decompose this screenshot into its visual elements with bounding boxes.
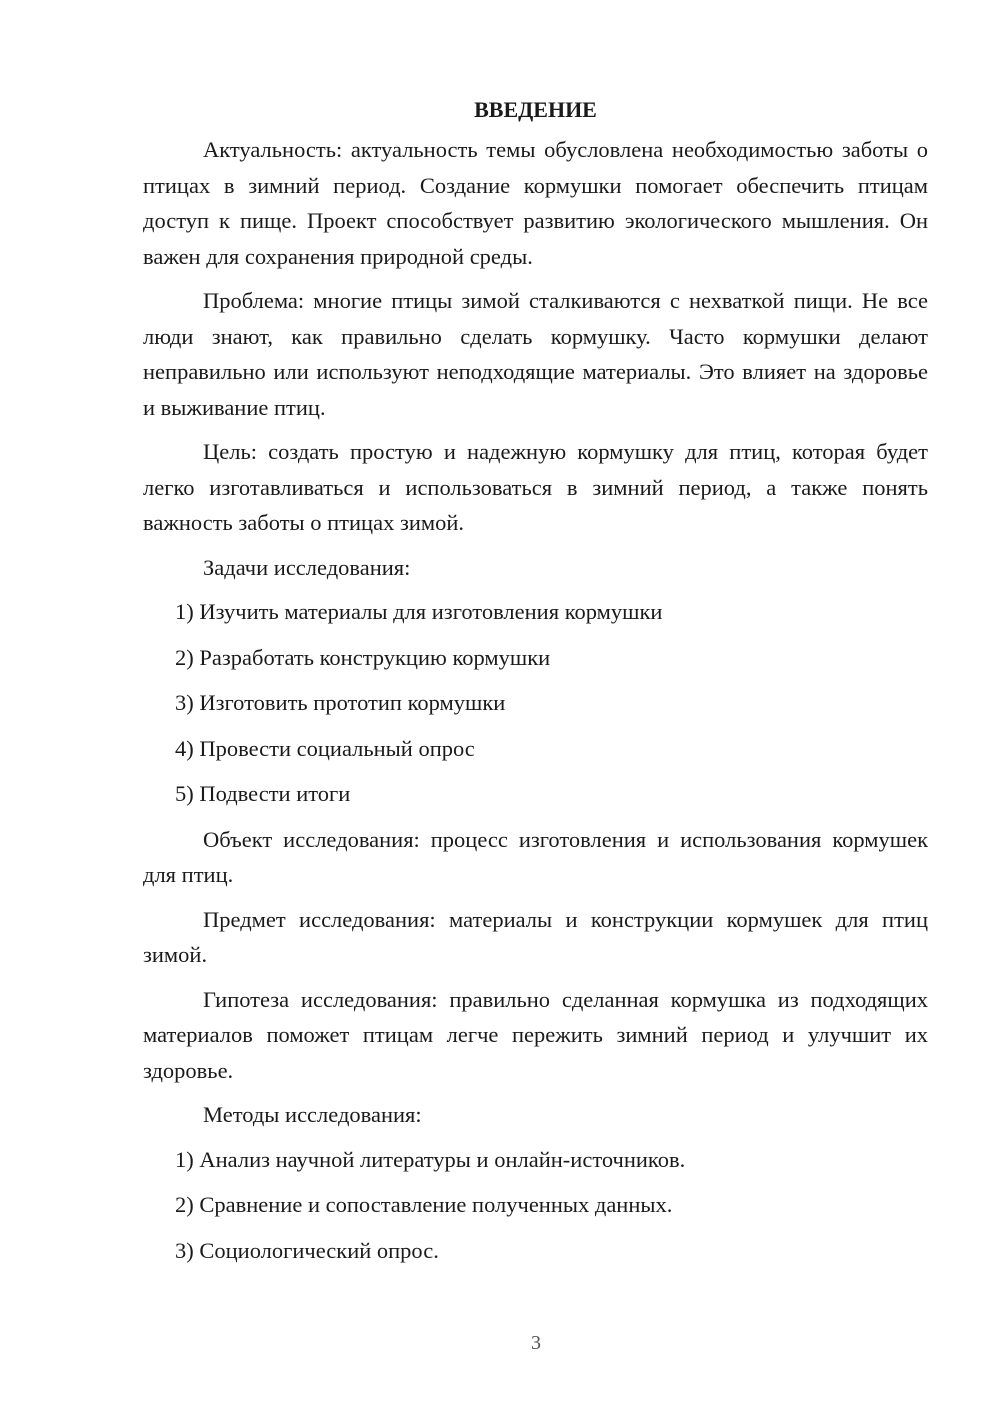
methods-list [143,1142,928,1269]
tasks-list [143,594,928,812]
relevance-paragraph: Актуальность: актуальность темы обусловлена необходимостью заботы о птицах в зимний период. Создание кормушки помогает обеспечить птицам доступ к пище. Проект способствует развитию экологического мышления. Он важен для сохранения природной среды. [143,137,928,269]
problem-paragraph: Проблема: многие птицы зимой сталкиваются с нехваткой пищи. Не все люди знают, как правильно сделать кормушку. Часто кормушки делают неправильно или используют неподходящие материалы. Это влияет на здоровье и выживание птиц. [143,288,928,420]
list-item: 1) Изучить материалы для изготовления кормушки [175,599,663,624]
page-number: 3 [531,1332,541,1354]
list-item: 1) Анализ научной литературы и онлайн-источников. [175,1146,686,1172]
page-content [143,90,928,1278]
list-item: 4) Провести социальный опрос [175,735,475,761]
subject-paragraph: Предмет исследования: материалы и конструкции кормушек для птиц зимой. [143,906,928,967]
goal-paragraph: Цель: создать простую и надежную кормушку для птиц, которая будет легко изготавливаться и использоваться в зимний период, а также понять важность заботы о птицах зимой. [143,439,928,535]
tasks-heading: Задачи исследования: [203,554,411,580]
list-item: 3) Социологический опрос. [175,1237,439,1263]
methods-heading: Методы исследования: [203,1102,422,1127]
list-item: 3) Изготовить прототип кормушки [175,690,506,715]
hypothesis-paragraph: Гипотеза исследования: правильно сделанная кормушка из подходящих материалов поможет птицам легче пережить зимний период и улучшит их здоровье. [143,986,928,1083]
list-item: 2) Сравнение и сопоставление полученных данных. [175,1192,673,1217]
page-title: ВВЕДЕНИЕ [474,97,597,122]
object-paragraph: Объект исследования: процесс изготовления и использования кормушек для птиц. [143,826,928,887]
list-item: 5) Подвести итоги [175,781,351,806]
list-item: 2) Разработать конструкцию кормушки [175,644,551,670]
